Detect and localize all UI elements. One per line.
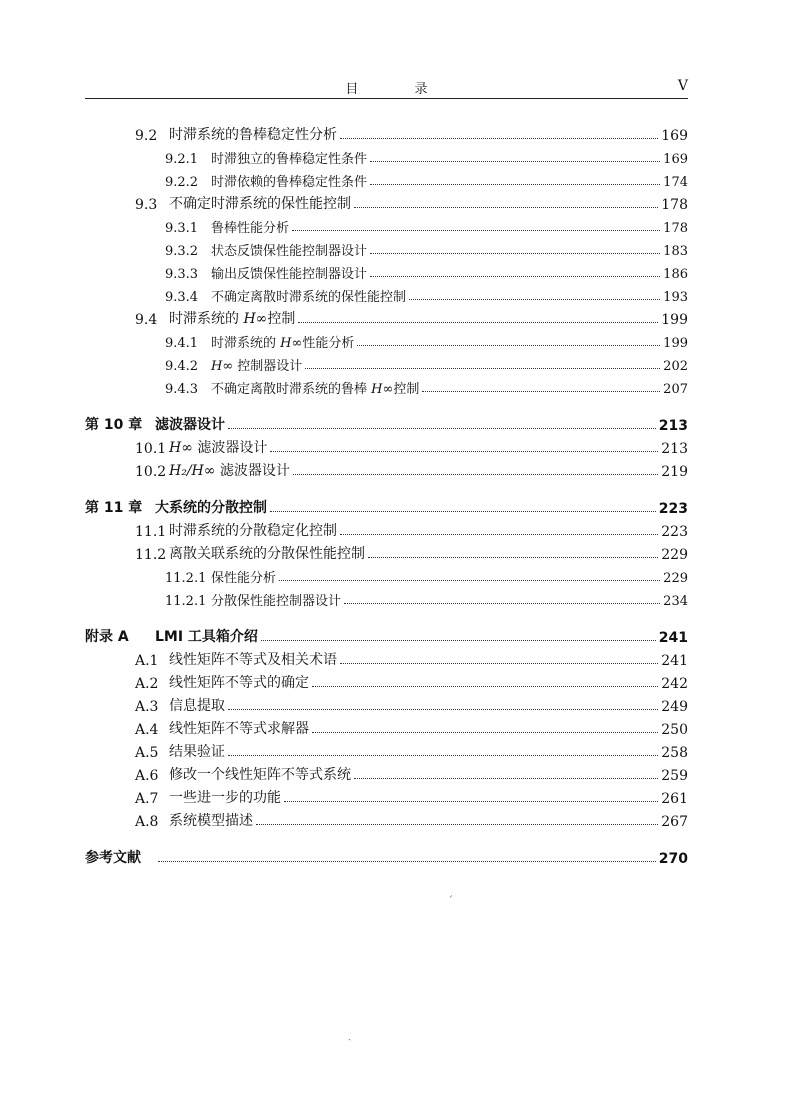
toc-entry[interactable] [85,497,688,517]
dot-leader [228,755,658,756]
toc-entry-title: 时滞依赖的鲁棒稳定性条件 [211,175,368,190]
toc-entry-number: 11.2.1 [165,594,207,609]
toc-entry-title: 线性矩阵不等式及相关术语 [169,652,337,668]
toc-entry-page: 193 [663,290,688,305]
toc-entry-number: A.3 [135,699,159,715]
toc-entry[interactable] [85,847,688,867]
toc-entry-title: 滤波器设计 [155,417,225,433]
dot-leader [228,709,658,710]
toc-entry-page: 229 [661,547,688,563]
toc-entry-number: 9.3.2 [165,244,199,259]
toc-entry-page: 199 [661,312,688,328]
header-rule [85,98,688,99]
header-page-number: V [677,78,688,94]
dot-leader [158,861,656,862]
toc-entry[interactable] [165,331,688,351]
toc-entry-title: 信息提取 [169,698,225,714]
toc-entry-title: 线性矩阵不等式的确定 [169,675,309,691]
dot-leader [270,451,658,452]
dot-leader [292,230,660,231]
dot-leader [228,428,656,429]
toc-entry-math: H∞ [211,359,234,374]
dot-leader [312,732,658,733]
toc-entry-number: 9.3.1 [165,221,199,236]
dot-leader [270,511,656,512]
header-title: 目 录 [345,82,454,97]
toc-entry-title: 离散关联系统的分散保性能控制 [169,546,365,562]
toc-entry[interactable] [135,672,688,692]
toc-entry-title: 输出反馈保性能控制器设计 [211,267,368,282]
toc-entry[interactable] [165,377,688,397]
toc-entry[interactable] [165,354,688,374]
dot-leader [340,663,658,664]
toc-entry-page: 234 [663,594,688,609]
toc-entry[interactable] [135,695,688,715]
toc-entry-title-post: 控制 [267,311,296,327]
scan-speck: ´ [448,896,453,907]
toc-entry-number: 9.3 [135,197,158,213]
toc-entry-number: 9.2.1 [165,152,199,167]
toc-entry-title [211,355,302,374]
toc-entry-title: 保性能分析 [211,571,277,586]
toc-entry-number: 9.2 [135,128,158,144]
dot-leader [344,603,660,604]
dot-leader [298,322,658,323]
dot-leader [261,640,656,641]
toc-entry-title [169,308,295,328]
toc-entry[interactable] [165,566,688,586]
toc-entry-page: 213 [661,441,688,457]
toc-entry-page: 242 [661,676,688,692]
toc-entry-number: 9.3.4 [165,290,199,305]
toc-entry-page: 258 [661,745,688,761]
toc-entry-title-post: 控制 [393,382,420,397]
dot-leader [256,824,658,825]
toc-entry-number: 9.4.1 [165,336,199,351]
toc-entry-title: 时滞系统的分散稳定化控制 [169,523,337,539]
toc-entry[interactable] [135,741,688,761]
toc-entry-number: A.7 [135,791,159,807]
toc-entry[interactable] [135,787,688,807]
toc-entry-page: 259 [661,768,688,784]
toc-entry[interactable] [135,810,688,830]
toc-entry-page: 223 [661,524,688,540]
toc-entry-title [169,460,290,480]
toc-entry-number: 附录 A [85,629,129,645]
dot-leader [370,184,660,185]
toc-entry-title-post: 滤波器设计 [215,463,290,479]
toc-entry-number: A.2 [135,676,159,692]
toc-entry[interactable] [165,239,688,259]
toc-entry-number: 第 11 章 [85,500,143,516]
toc-entry-math: H∞ [371,382,394,397]
toc-entry-title-post: 性能分析 [302,336,355,351]
toc-entry-page: 178 [661,197,688,213]
dot-leader [305,368,660,369]
dot-leader [312,686,658,687]
toc-entry-page: 229 [663,571,688,586]
toc-entry-number: 9.4.3 [165,382,199,397]
toc-entry-math: H∞ [169,440,193,456]
toc-entry[interactable] [85,626,688,646]
toc-entry-page: 213 [658,418,688,434]
toc-entry-title-pre: 时滞系统的 [169,311,244,327]
toc-entry-title: 修改一个线性矩阵不等式系统 [169,767,351,783]
dot-leader [354,207,658,208]
toc-entry-title: 时滞系统的鲁棒稳定性分析 [169,127,337,143]
toc-entry[interactable] [135,437,688,457]
toc-entry-number: 11.2.1 [165,571,207,586]
toc-entry-title [211,378,419,397]
toc-entry[interactable] [135,124,688,144]
toc-entry-page: 202 [663,359,688,374]
toc-entry-title: 一些进一步的功能 [169,790,281,806]
toc-entry[interactable] [135,649,688,669]
toc-entry[interactable] [165,170,688,190]
toc-entry-page: 169 [663,152,688,167]
dot-leader [354,778,658,779]
toc-entry-number: 11.2 [135,547,167,563]
toc-entry-title: 鲁棒性能分析 [211,221,290,236]
toc-entry-math: H∞ [243,311,268,327]
toc-entry-title-pre: 时滞系统的 [211,336,281,351]
dot-leader [340,138,658,139]
toc-entry-title: 不确定离散时滞系统的保性能控制 [211,290,407,305]
toc-entry-number: A.5 [135,745,159,761]
toc-entry-number: 9.2.2 [165,175,199,190]
toc-entry-title: 状态反馈保性能控制器设计 [211,244,368,259]
toc-entry-page: 261 [661,791,688,807]
toc-entry-number: 第 10 章 [85,417,143,433]
toc-entry-math: H∞ [280,336,303,351]
toc-entry[interactable] [135,718,688,738]
dot-leader [368,557,658,558]
toc-entry-number: 参考文献 [85,850,141,866]
toc-entry-number: A.6 [135,768,159,784]
toc-entry-page: 169 [661,128,688,144]
toc-entry-page: 241 [658,630,688,646]
dot-leader [409,299,660,300]
dot-leader [422,391,660,392]
toc-entry-page: 219 [661,464,688,480]
toc-entry-number: 9.4.2 [165,359,199,374]
dot-leader [293,474,658,475]
toc-entry[interactable] [85,414,688,434]
toc-entry-page: 250 [661,722,688,738]
toc-entry-number: A.1 [135,653,159,669]
dot-leader [340,534,658,535]
toc-entry[interactable] [165,285,688,305]
toc-entry[interactable] [165,589,688,609]
toc-entry[interactable] [135,543,688,563]
toc-entry-title: 结果验证 [169,744,225,760]
toc-entry[interactable] [165,147,688,167]
toc-entry-title-pre: 不确定离散时滞系统的鲁棒 [211,382,372,397]
toc-entry-page: 199 [663,336,688,351]
toc-entry-title-post: 滤波器设计 [192,440,268,456]
toc-entry-number: A.8 [135,814,159,830]
toc-entry-title [169,437,267,457]
toc-entry-page: 178 [663,221,688,236]
page-header [85,78,688,100]
toc-entry-title-post: 控制器设计 [233,359,303,374]
toc-entry-title: 系统模型描述 [169,813,253,829]
toc-entry-number: 9.3.3 [165,267,199,282]
dot-leader [284,801,658,802]
scan-speck: ˎ [348,1030,352,1041]
toc-entry-number: A.4 [135,722,159,738]
toc-entry[interactable] [165,216,688,236]
toc-entry-title: LMI 工具箱介绍 [155,629,258,645]
toc-entry-title [211,332,354,351]
toc-entry-page: 174 [663,175,688,190]
toc-entry-page: 186 [663,267,688,282]
dot-leader [370,161,660,162]
dot-leader [357,345,660,346]
toc-entry-title: 线性矩阵不等式求解器 [169,721,309,737]
dot-leader [279,580,660,581]
toc-entry-title: 不确定时滞系统的保性能控制 [169,196,351,212]
toc-entry-page: 223 [658,501,688,517]
toc-entry-page: 267 [661,814,688,830]
toc-entry[interactable] [135,308,688,328]
toc-entry-number: 11.1 [135,524,167,540]
toc-entry-title: 分散保性能控制器设计 [211,594,342,609]
toc-entry-page: 183 [663,244,688,259]
dot-leader [370,276,660,277]
dot-leader [370,253,660,254]
toc-entry-title: 时滞独立的鲁棒稳定性条件 [211,152,368,167]
toc-entry-page: 249 [661,699,688,715]
toc-entry[interactable] [135,764,688,784]
toc-entry-page: 241 [661,653,688,669]
toc-entry-page: 207 [663,382,688,397]
toc-entry-number: 9.4 [135,312,158,328]
toc-entry[interactable] [165,262,688,282]
toc-entry-page: 270 [658,851,688,867]
toc-entry[interactable] [135,460,688,480]
toc-entry-number: 10.1 [135,441,167,457]
toc-entry[interactable] [135,520,688,540]
toc-entry-title: 大系统的分散控制 [155,500,267,516]
toc-entry-number: 10.2 [135,464,167,480]
toc-entry-math: H₂/H∞ [169,463,216,479]
toc-entry[interactable] [135,193,688,213]
